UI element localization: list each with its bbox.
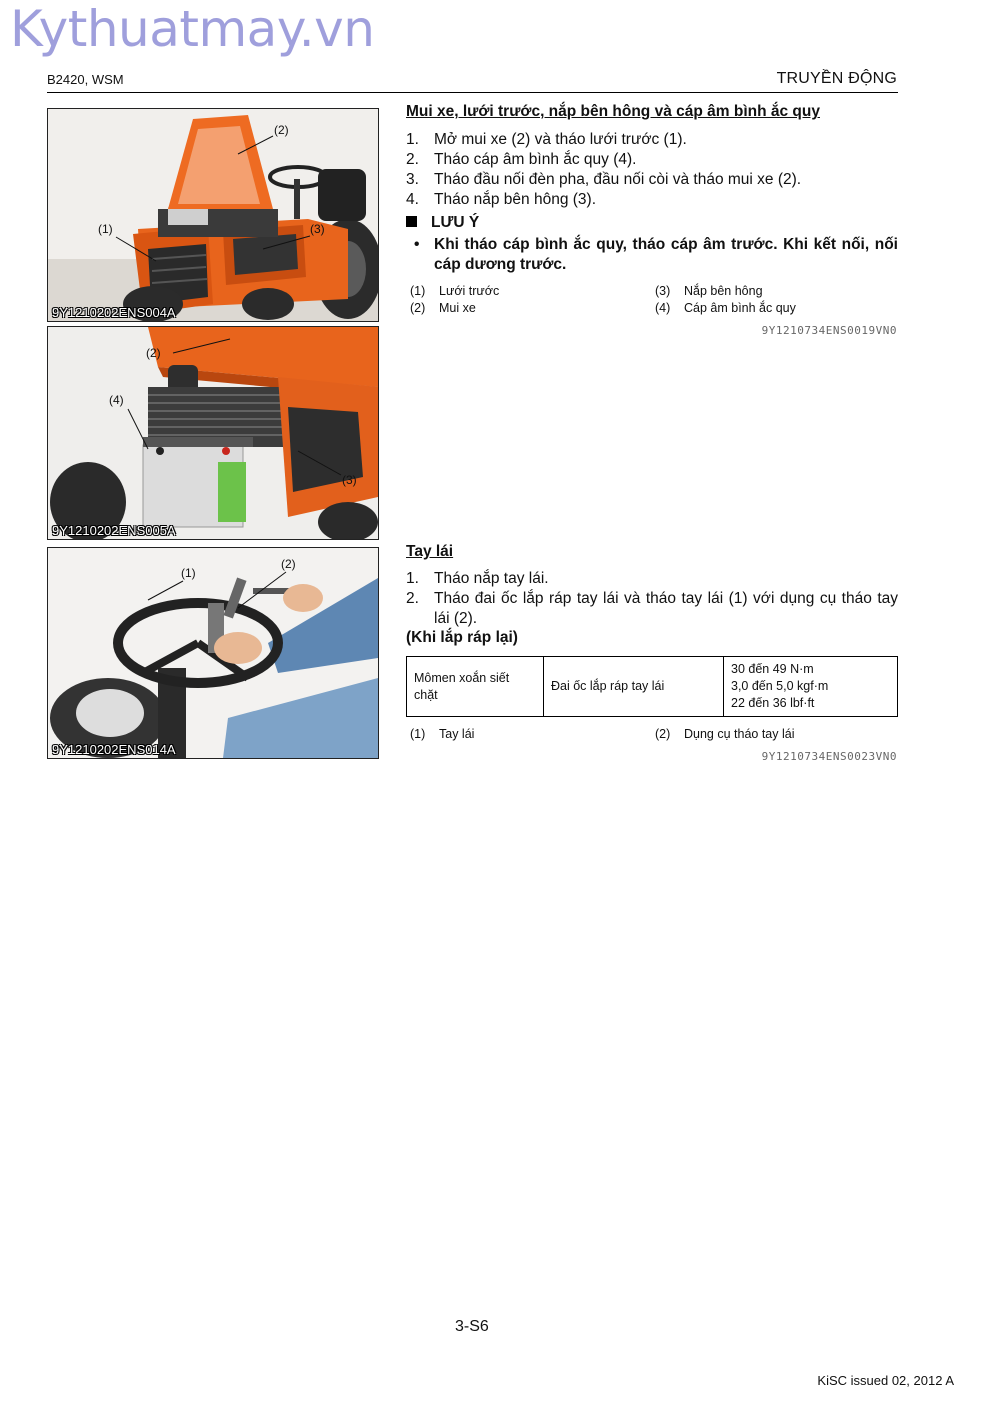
legend-item: (1) Tay lái: [410, 727, 475, 741]
legend-item: (3) Nắp bên hông: [655, 284, 763, 298]
spec-item: Đai ốc lắp ráp tay lái: [544, 657, 724, 717]
header-rule: [47, 92, 898, 93]
footer-issue: KiSC issued 02, 2012 A: [817, 1373, 954, 1388]
callout-3: (3): [342, 473, 357, 487]
note-heading: LƯU Ý: [406, 214, 479, 232]
page-number: 3-S6: [455, 1318, 489, 1335]
square-bullet-icon: [406, 216, 417, 227]
photo-code: 9Y1210202ENS004A: [52, 305, 176, 320]
step-item: 3. Tháo đầu nối đèn pha, đầu nối còi và tháo mui xe (2).: [406, 171, 802, 188]
step-item: 4. Tháo nắp bên hông (3).: [406, 191, 597, 208]
reassembly-subheading: (Khi lắp ráp lại): [406, 629, 518, 646]
watermark: Kythuatmay.vn: [10, 0, 375, 58]
callout-3: (3): [310, 222, 325, 236]
photo-steering-wheel: [47, 547, 379, 759]
legend-item: (2) Mui xe: [410, 301, 476, 315]
callout-1: (1): [98, 222, 113, 236]
callout-4: (4): [109, 393, 124, 407]
callout-2: (2): [281, 557, 296, 571]
section-title-steering: Tay lái: [406, 543, 454, 560]
reference-code: 9Y1210734ENS0023VN0: [761, 750, 897, 763]
spec-label: Mômen xoắn siết chặt: [407, 657, 544, 717]
step-item: 1. Tháo nắp tay lái.: [406, 570, 549, 587]
spec-values: 30 đến 49 N·m 3,0 đến 5,0 kgf·m 22 đến 36 lbf·ft: [724, 657, 898, 717]
tractor-open-hood-illustration: [48, 109, 378, 321]
step-item: 2. Tháo đai ốc lắp ráp tay lái và tháo tay lái (1) với dụng cụ tháo tay lái (2).: [406, 590, 898, 627]
steering-puller-illustration: [48, 548, 378, 758]
step-item: 2. Tháo cáp âm bình ắc quy (4).: [406, 151, 637, 168]
bullet-icon: •: [414, 236, 420, 253]
legend-item: (2) Dụng cụ tháo tay lái: [655, 727, 795, 741]
photo-code: 9Y1210202ENS014A: [52, 742, 176, 757]
callout-1: (1): [181, 566, 196, 580]
photo-hood-grille: [47, 108, 379, 322]
note-text: • Khi tháo cáp bình ắc quy, tháo cáp âm trước. Khi kết nối, nối cáp dương trước.: [414, 236, 898, 273]
section-title-hood: Mui xe, lưới trước, nắp bên hông và cáp âm bình ắc quy: [406, 103, 820, 120]
steps-steering: [406, 569, 898, 629]
legend-item: (4) Cáp âm bình ắc quy: [655, 301, 796, 315]
torque-spec-table: [406, 656, 898, 717]
photo-battery: [47, 326, 379, 540]
photo-code: 9Y1210202ENS005A: [52, 523, 176, 538]
reference-code: 9Y1210734ENS0019VN0: [761, 324, 897, 337]
legend-item: (1) Lưới trước: [410, 284, 500, 298]
steps-hood: [406, 130, 898, 210]
callout-2: (2): [274, 123, 289, 137]
battery-radiator-illustration: [48, 327, 378, 539]
header-chapter: TRUYỀN ĐỘNG: [776, 70, 897, 87]
callout-2: (2): [146, 346, 161, 360]
step-item: 1. Mở mui xe (2) và tháo lưới trước (1).: [406, 131, 687, 148]
header-model: B2420, WSM: [47, 72, 124, 87]
